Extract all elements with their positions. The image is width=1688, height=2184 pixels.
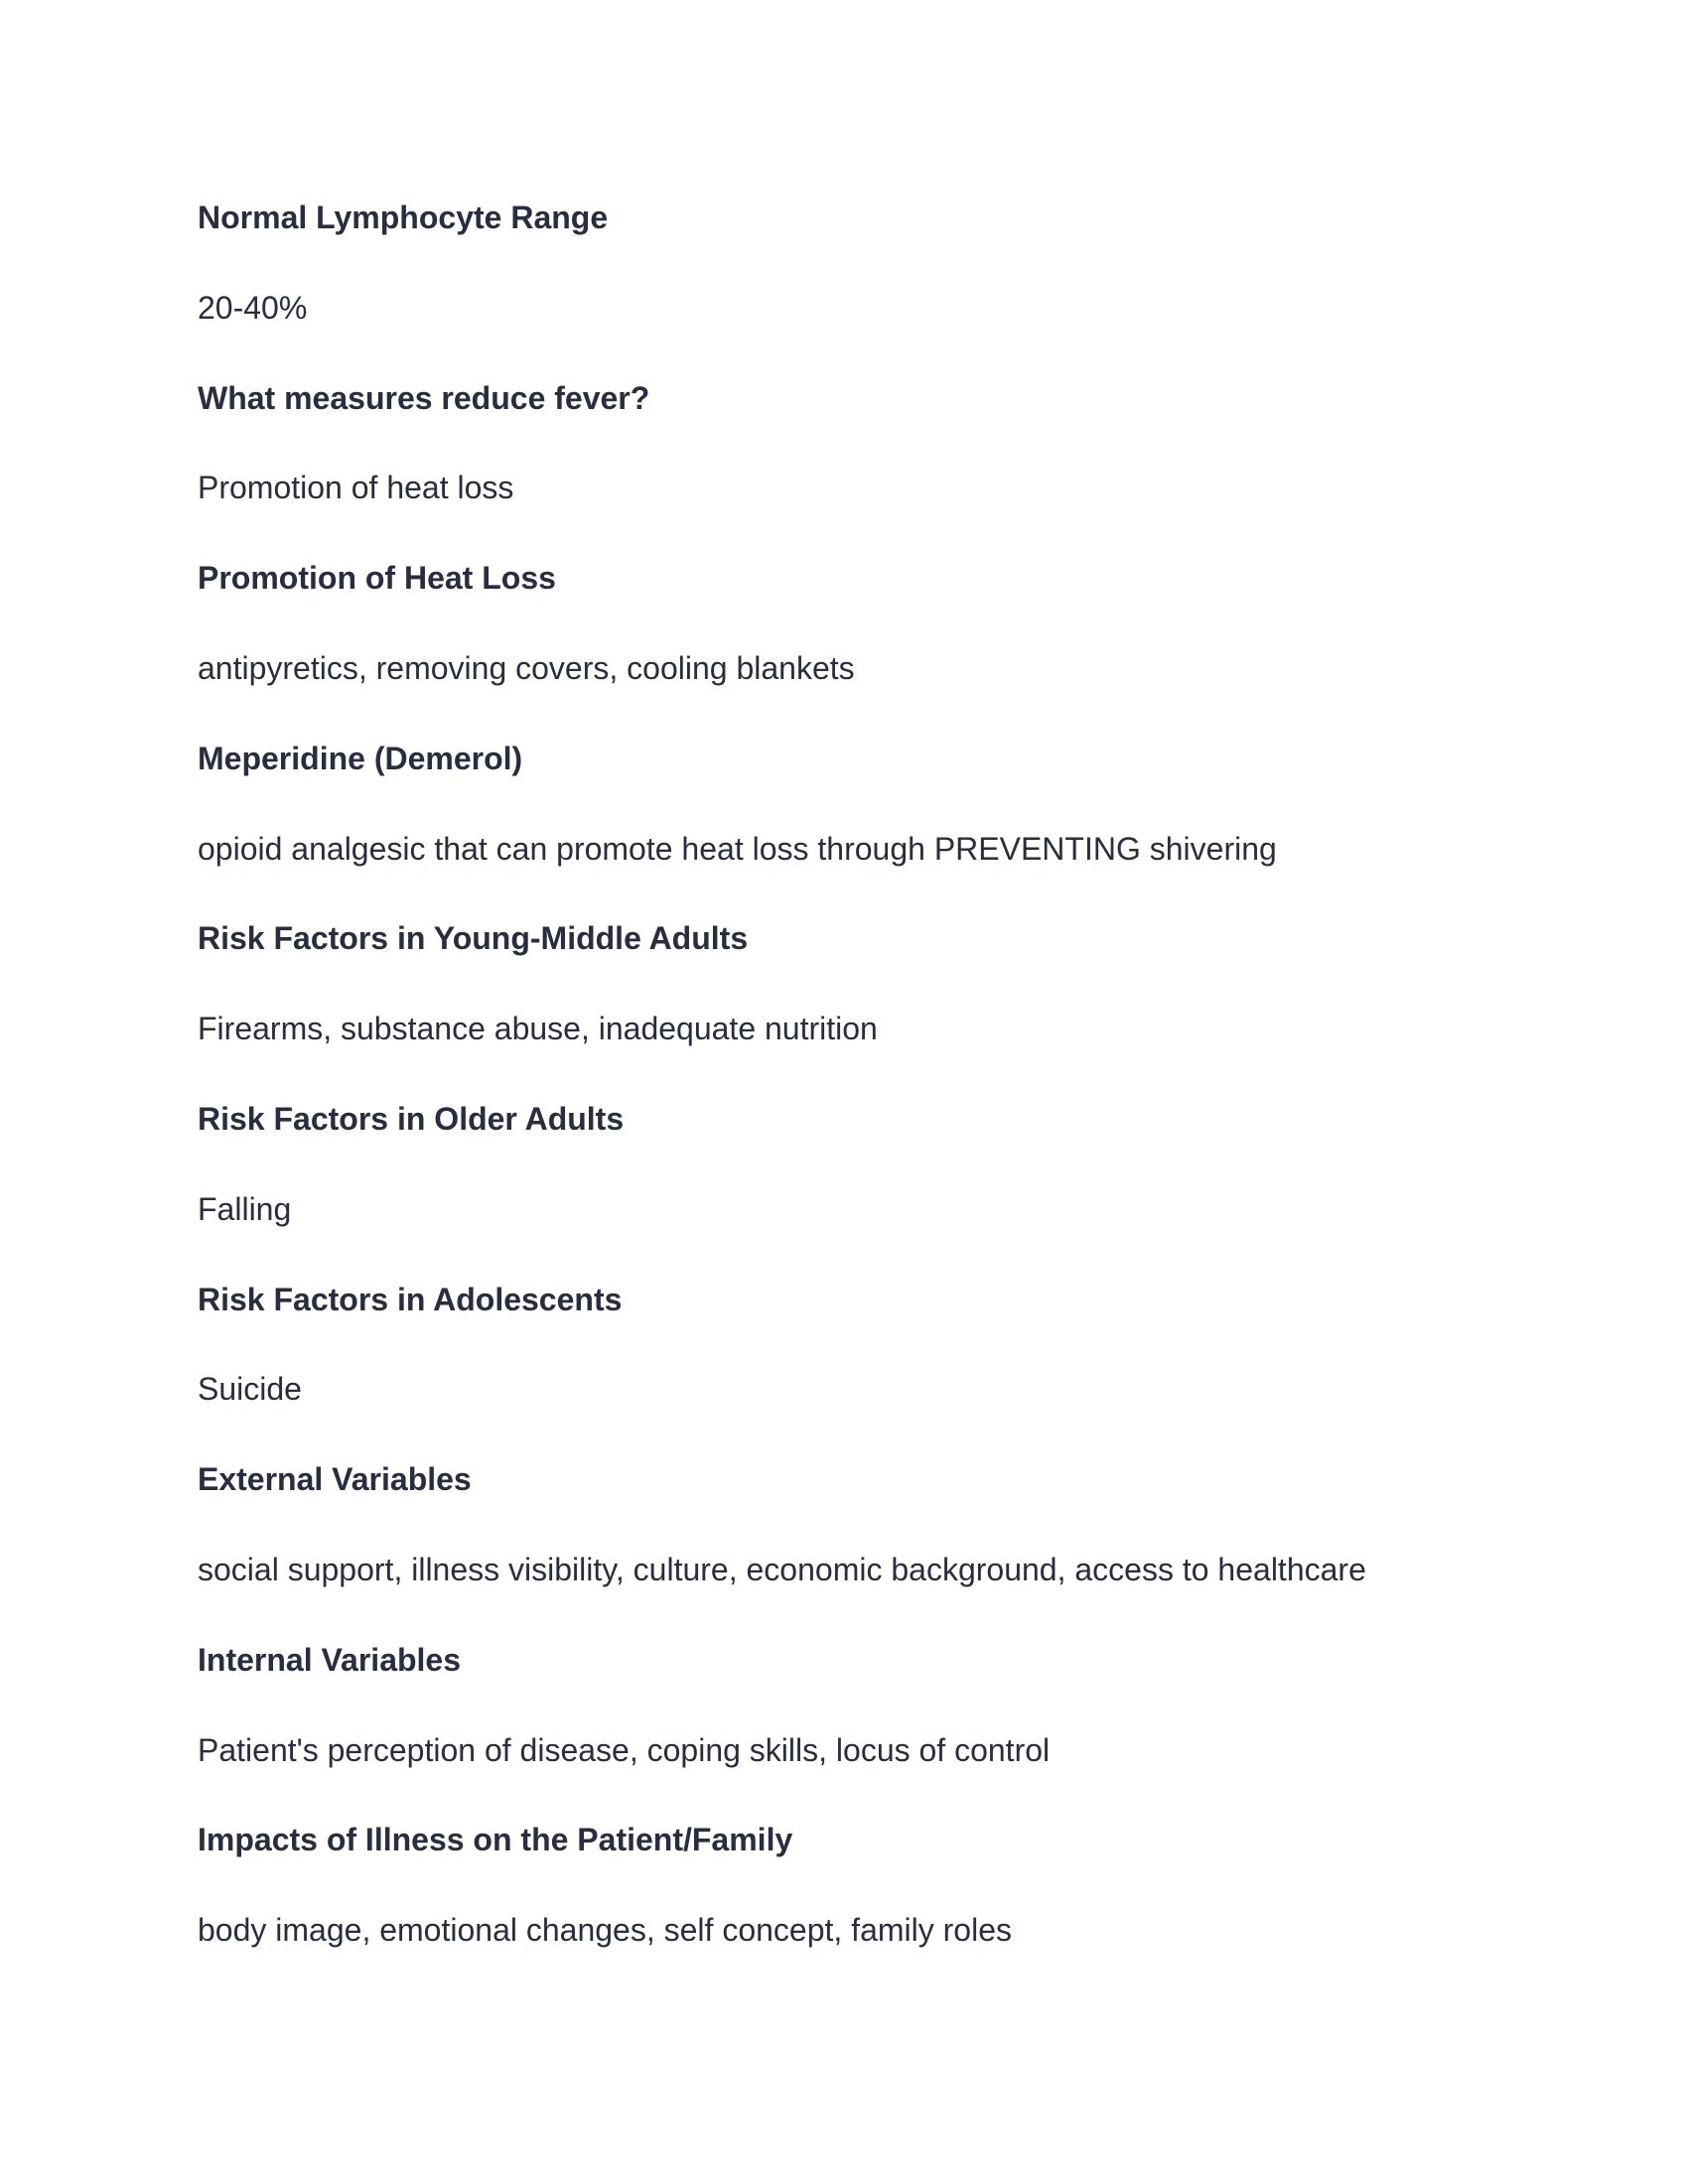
card-term: What measures reduce fever? (198, 380, 650, 416)
card-term: Risk Factors in Young-Middle Adults (198, 920, 749, 956)
card-term: Promotion of Heat Loss (198, 560, 556, 596)
card-definition: Suicide (198, 1371, 302, 1407)
card-term: Internal Variables (198, 1642, 462, 1678)
card-definition: social support, illness visibility, culture, economic background, access to healthcare (198, 1552, 1366, 1587)
card-term: Impacts of Illness on the Patient/Family (198, 1822, 793, 1857)
card-definition: body image, emotional changes, self concept, family roles (198, 1912, 1012, 1948)
card-definition: opioid analgesic that can promote heat loss through PREVENTING shivering (198, 831, 1277, 867)
card-definition: Falling (198, 1191, 292, 1227)
card-term: Risk Factors in Older Adults (198, 1101, 625, 1137)
card-definition: Firearms, substance abuse, inadequate nutrition (198, 1011, 878, 1046)
card-definition: Promotion of heat loss (198, 470, 514, 505)
card-definition: 20-40% (198, 290, 308, 326)
card-term: Normal Lymphocyte Range (198, 200, 609, 235)
card-term: Meperidine (Demerol) (198, 741, 523, 776)
card-definition: antipyretics, removing covers, cooling blankets (198, 650, 855, 686)
card-term: External Variables (198, 1461, 472, 1497)
card-definition: Patient's perception of disease, coping skills, locus of control (198, 1732, 1051, 1768)
card-term: Risk Factors in Adolescents (198, 1282, 623, 1317)
